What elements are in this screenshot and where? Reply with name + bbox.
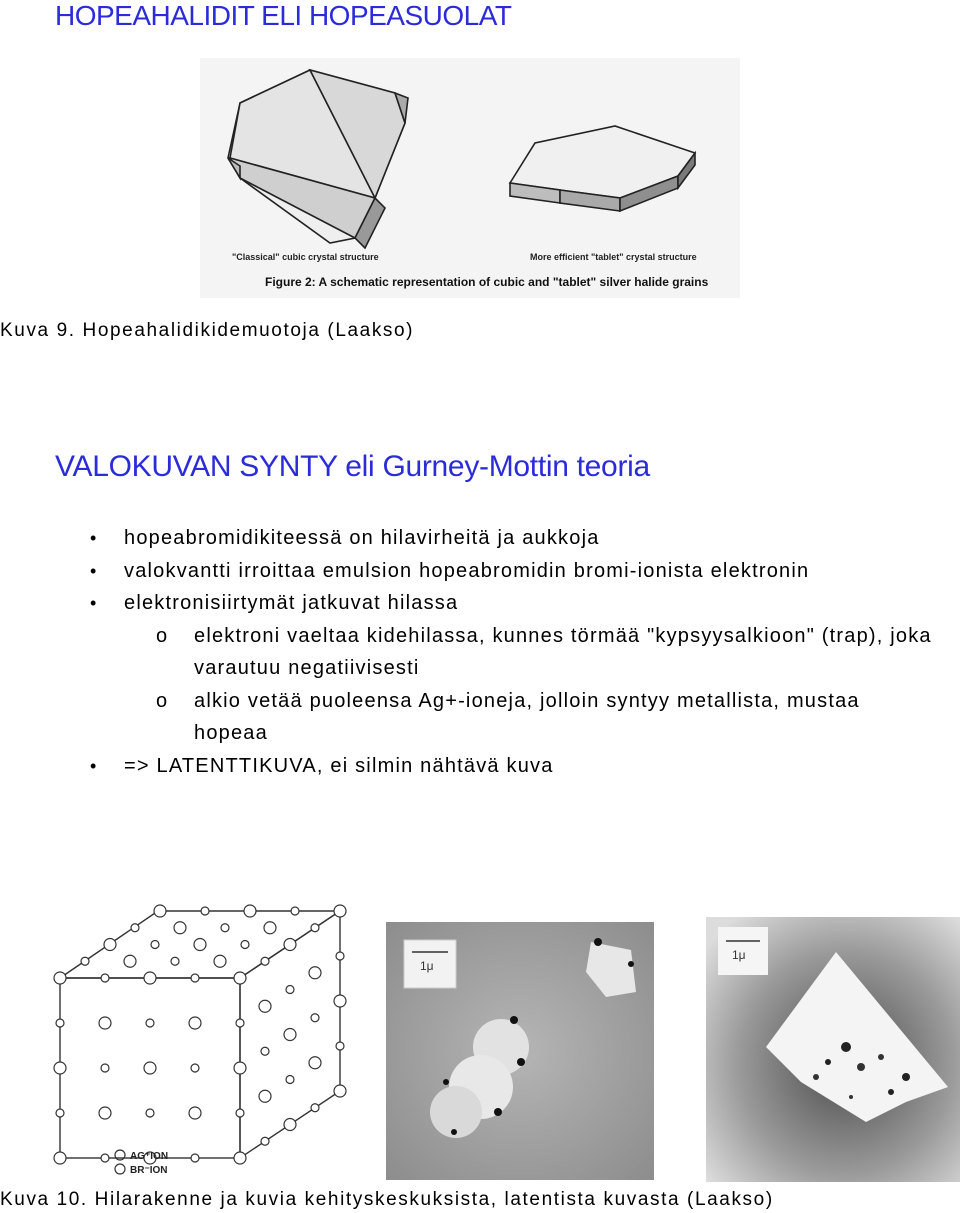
ag-ion (101, 1154, 109, 1162)
ag-ion (191, 1154, 199, 1162)
micrograph-2-drawing (706, 917, 960, 1182)
ag-ion (311, 924, 319, 932)
br-ion (189, 1107, 201, 1119)
ag-ion (311, 1014, 319, 1022)
ag-ion (56, 1019, 64, 1027)
br-ion (259, 1000, 271, 1012)
br-ion (99, 1017, 111, 1029)
bullet-list (90, 522, 940, 782)
crystal-shapes-drawing (200, 58, 740, 298)
scale-bar-1: 1μ (420, 959, 434, 973)
br-ion (334, 1085, 346, 1097)
br-ion (194, 939, 206, 951)
ag-ion (146, 1019, 154, 1027)
br-ion (234, 972, 246, 984)
br-ion (54, 1062, 66, 1074)
ag-ion (241, 941, 249, 949)
br-ion (144, 1062, 156, 1074)
br-ion (54, 1152, 66, 1164)
ag-ion (131, 924, 139, 932)
ag-ion (101, 974, 109, 982)
legend-ag: AG⁺ION (130, 1151, 169, 1162)
ag-ion (191, 1064, 199, 1072)
bullet-text: valokvantti irroittaa emulsion hopeabromidin bromi-ionista elektronin (124, 559, 810, 582)
sub-bullet-text: alkio vetää puoleensa Ag+-ioneja, jolloin syntyy metallista, mustaa hopeaa (194, 689, 860, 744)
br-ion (234, 1062, 246, 1074)
ag-ion (286, 986, 294, 994)
sub-bullet-marker: o (156, 689, 169, 712)
ag-ion (336, 1042, 344, 1050)
br-ion (174, 922, 186, 934)
figure-caption-1: Kuva 9. Hopeahalidikidemuotoja (Laakso) (0, 320, 415, 341)
ag-ion (311, 1104, 319, 1112)
ag-ion (146, 1109, 154, 1117)
br-ion (104, 939, 116, 951)
br-ion (244, 905, 256, 917)
br-ion (284, 939, 296, 951)
ag-ion (261, 1047, 269, 1055)
bullet-item (90, 555, 940, 588)
lattice-drawing (48, 903, 378, 1183)
sub-bullet-marker: o (156, 624, 169, 647)
scale-bar-2: 1μ (732, 948, 746, 962)
br-ion (309, 1057, 321, 1069)
ag-ion (236, 1019, 244, 1027)
figure-inner-caption: Figure 2: A schematic representation of cubic and "tablet" silver halide grains (265, 275, 709, 289)
br-ion (284, 1119, 296, 1131)
ag-ion (171, 957, 179, 965)
bullet-text: => LATENTTIKUVA, ei silmin nähtävä kuva (124, 754, 554, 777)
micrograph-2 (706, 917, 960, 1182)
ag-ion (261, 1137, 269, 1145)
ag-ion (101, 1064, 109, 1072)
page-title: HOPEAHALIDIT ELI HOPEASUOLAT (55, 0, 512, 31)
br-ion (284, 1029, 296, 1041)
br-ion (99, 1107, 111, 1119)
br-ion (124, 955, 136, 967)
br-ion (264, 922, 276, 934)
ag-ion (291, 907, 299, 915)
br-ion (334, 905, 346, 917)
section-heading: VALOKUVAN SYNTY eli Gurney-Mottin teoria (55, 450, 650, 483)
ag-ion (191, 974, 199, 982)
bullet-item (90, 522, 940, 555)
sub-bullet-item (90, 620, 940, 685)
legend-br: BR⁻ION (130, 1165, 168, 1176)
br-ion (234, 1152, 246, 1164)
br-ion (214, 955, 226, 967)
label-tablet: More efficient "tablet" crystal structure (530, 252, 697, 262)
br-ion (334, 995, 346, 1007)
lattice-diagram (48, 903, 378, 1183)
ag-ion (56, 1109, 64, 1117)
crystal-shapes-figure (200, 58, 740, 298)
ag-ion (81, 957, 89, 965)
ag-ion (336, 952, 344, 960)
micrograph-1 (386, 922, 654, 1180)
sub-bullet-item (90, 685, 940, 750)
br-ion (189, 1017, 201, 1029)
bullet-text: hopeabromidikiteessä on hilavirheitä ja aukkoja (124, 527, 600, 549)
br-ion (144, 972, 156, 984)
ag-ion (261, 957, 269, 965)
br-ion (309, 967, 321, 979)
figure-caption-2: Kuva 10. Hilarakenne ja kuvia kehityskeskuksista, latentista kuvasta (Laakso) (0, 1189, 774, 1210)
bullet-text: elektronisiirtymät jatkuvat hilassa (124, 592, 459, 614)
br-ion (154, 905, 166, 917)
bullet-item (90, 587, 940, 620)
ag-ion (221, 924, 229, 932)
ag-ion (286, 1076, 294, 1084)
sub-bullet-text: elektroni vaeltaa kidehilassa, kunnes törmää "kypsyysalkioon" (trap), joka varautuu negatiivisesti (194, 624, 932, 679)
ag-ion (236, 1109, 244, 1117)
ag-ion (201, 907, 209, 915)
micrograph-1-drawing (386, 922, 654, 1180)
ag-ion (151, 941, 159, 949)
br-ion (54, 972, 66, 984)
label-classical: "Classical" cubic crystal structure (232, 252, 379, 262)
bullet-item (90, 750, 940, 783)
br-ion (259, 1090, 271, 1102)
